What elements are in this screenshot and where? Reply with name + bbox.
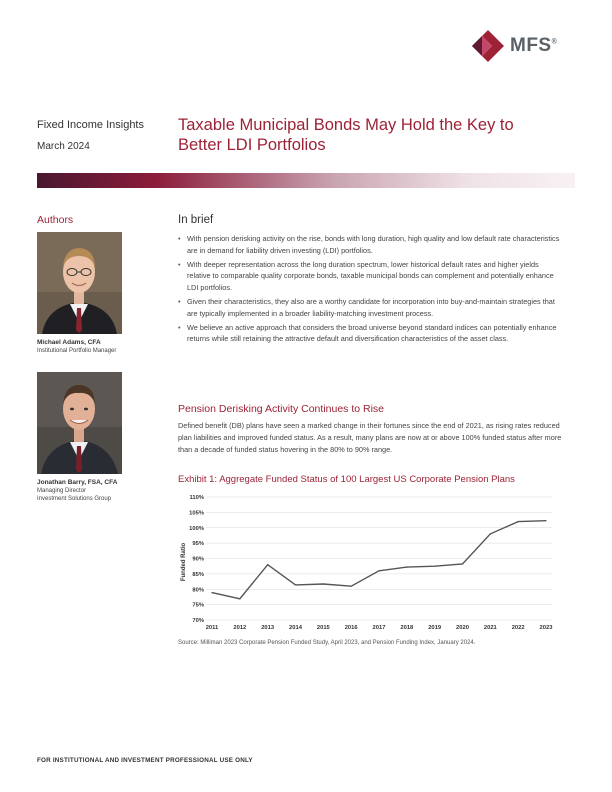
section-body: Defined benefit (DB) plans have seen a marked change in their fortunes since the end of 2021, as rising rates reduced plan liabilities and improved funded status. As a result, many plans are now at or above 100% funded status after more than a decade of funded status hovering in the 80% to 90% range. <box>178 421 562 454</box>
x-tick-label: 2011 <box>205 625 219 631</box>
in-brief-heading: In brief <box>178 214 214 226</box>
x-tick-label: 2023 <box>539 625 553 631</box>
x-tick-label: 2017 <box>372 625 386 631</box>
data-point <box>295 584 296 585</box>
in-brief-bullet: • With deeper representation across the long duration spectrum, lower historical default rates and higher yields relative to comparable quality corporate bonds, taxable municipal bonds can complement and potentially enhance LDI portfolios. <box>178 259 563 294</box>
data-point <box>434 566 435 567</box>
exhibit-title: Exhibit 1: Aggregate Funded Status of 100 Largest US Corporate Pension Plans <box>178 474 515 485</box>
x-tick-label: 2012 <box>233 625 247 631</box>
author-photo-1 <box>37 232 122 334</box>
data-point <box>518 521 519 522</box>
data-point <box>406 567 407 568</box>
page-title: Taxable Municipal Bonds May Hold the Key to Better LDI Portfolios <box>178 116 514 154</box>
y-axis-label: Funded Ratio <box>181 542 187 582</box>
author-role-2-line-2: Investment Solutions Group <box>37 496 112 502</box>
series-line <box>212 521 546 599</box>
mfs-logo-mark-icon <box>470 28 506 64</box>
y-tick-label: 110% <box>189 495 204 501</box>
header-gradient-band <box>37 173 575 188</box>
data-point <box>239 598 240 599</box>
author-role-2-line-1: Managing Director <box>37 488 87 494</box>
x-tick-label: 2019 <box>428 625 442 631</box>
mfs-logo <box>470 28 580 64</box>
series-label: Fixed Income Insights <box>37 119 144 131</box>
section-heading: Pension Derisking Activity Continues to Rise <box>178 403 385 415</box>
y-tick-label: 105% <box>189 510 204 517</box>
y-tick-label: 90% <box>192 556 204 563</box>
funded-status-chart <box>178 488 568 641</box>
author-photo-2 <box>37 372 122 474</box>
in-brief-list <box>178 233 563 347</box>
y-tick-label: 85% <box>192 571 204 578</box>
x-tick-label: 2013 <box>261 625 275 631</box>
data-point <box>225 595 226 596</box>
y-tick-label: 100% <box>189 525 204 532</box>
exhibit-source: Source: Milliman 2023 Corporate Pension Funded Study, April 2023, and Pension Funding Index, January 2024. <box>178 640 476 646</box>
x-tick-label: 2018 <box>400 625 414 631</box>
data-point <box>378 570 379 571</box>
data-point <box>351 586 352 587</box>
x-tick-label: 2014 <box>289 625 302 631</box>
publication-date: March 2024 <box>37 141 90 152</box>
x-tick-label: 2021 <box>483 625 497 631</box>
author-name-1: Michael Adams, CFA <box>37 339 101 346</box>
in-brief-bullet: • Given their characteristics, they also are a worthy candidate for incorporation into buy-and-maintain strategies that are typically implemented in a broader liability-matching investment process. <box>178 296 563 319</box>
mfs-logo-text: MFS® <box>510 35 558 56</box>
x-tick-label: 2022 <box>511 625 525 631</box>
y-tick-label: 75% <box>192 602 204 609</box>
footer-disclaimer: FOR INSTITUTIONAL AND INVESTMENT PROFESSIONAL USE ONLY <box>37 757 253 764</box>
in-brief-bullet: • With pension derisking activity on the rise, bonds with long duration, high quality and low default rate characteristics are in demand for liability driven investing (LDI) portfolios. <box>178 233 563 256</box>
data-point <box>323 583 324 584</box>
data-point <box>462 563 463 564</box>
y-tick-label: 70% <box>192 618 204 624</box>
x-tick-label: 2015 <box>316 625 330 631</box>
data-point <box>545 520 546 521</box>
in-brief-bullet: • We believe an active approach that considers the broad universe beyond standard indices can potentially enhance returns while still retaining the attractive default and diversification characteristics of the asset class. <box>178 322 563 345</box>
author-name-2: Jonathan Barry, FSA, CFA <box>37 479 118 486</box>
y-tick-label: 80% <box>192 587 204 594</box>
data-point <box>211 592 212 593</box>
line-chart <box>178 488 568 636</box>
y-tick-label: 95% <box>192 541 204 548</box>
data-point <box>267 564 268 565</box>
data-point <box>490 533 491 534</box>
x-tick-label: 2020 <box>456 625 469 631</box>
authors-heading: Authors <box>37 214 74 226</box>
x-tick-label: 2016 <box>344 625 358 631</box>
author-role-1: Institutional Portfolio Manager <box>37 348 117 354</box>
